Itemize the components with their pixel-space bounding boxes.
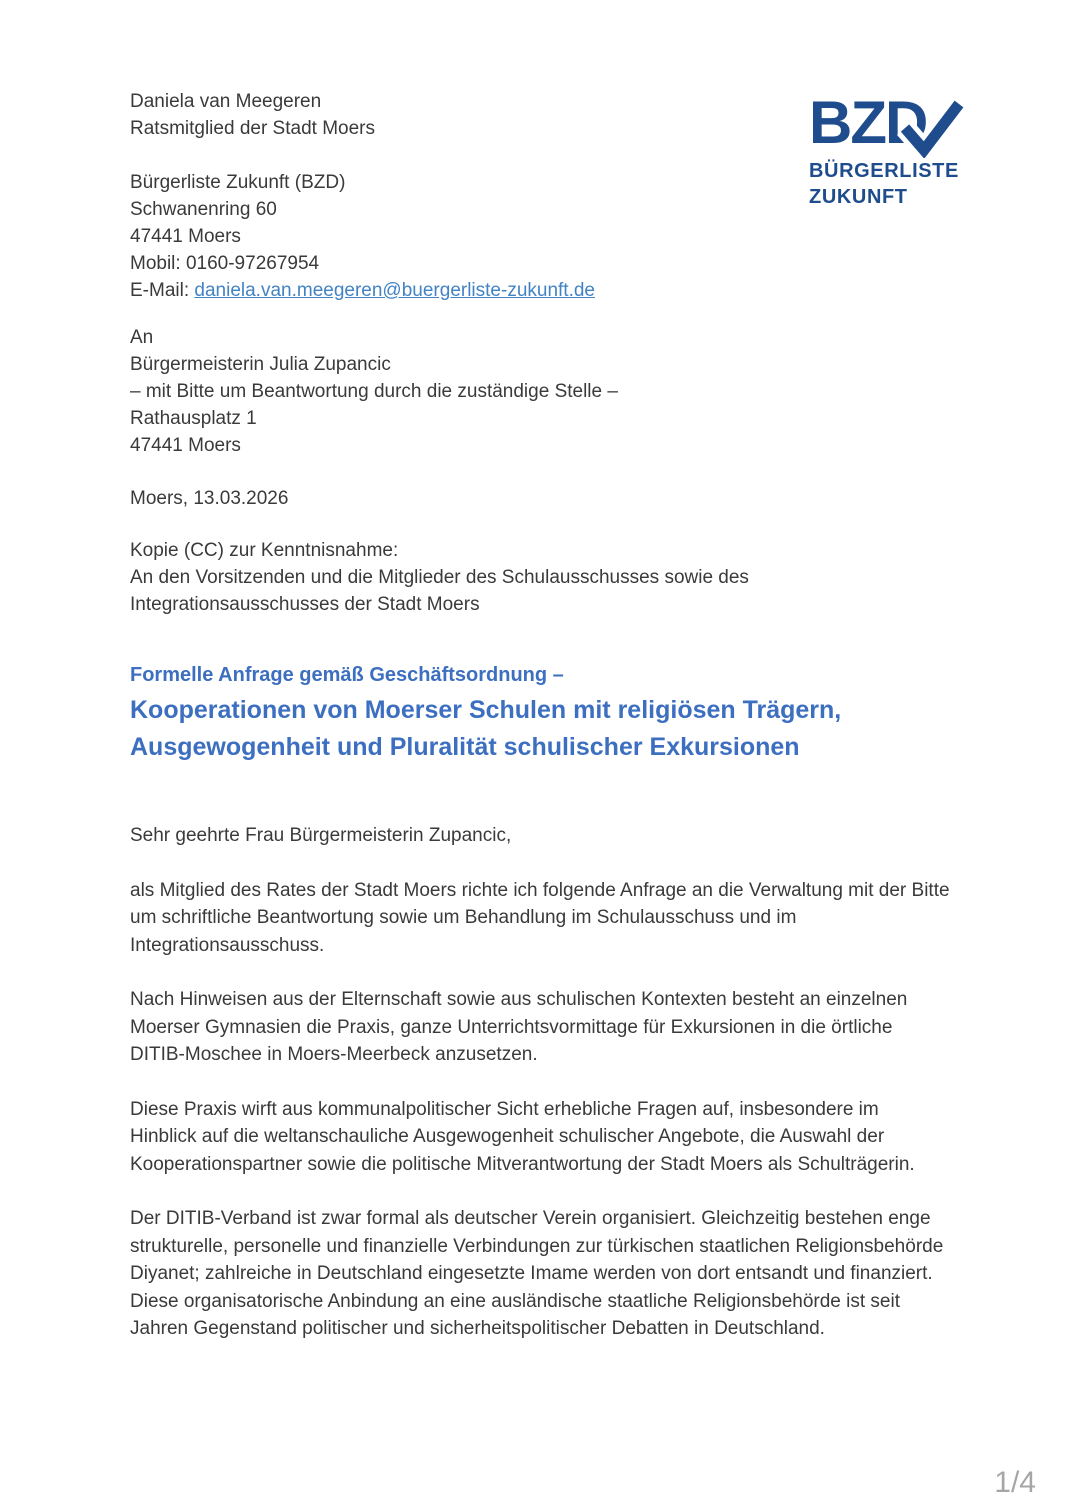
recipient-street: Rathausplatz 1 [130,408,257,429]
sender-email-line [130,277,595,304]
sender-organization: Bürgerliste Zukunft (BZD) [130,172,346,193]
bzd-logo-mark [809,89,965,158]
bzd-logo-line2: ZUKUNFT [809,186,908,208]
recipient-to-line: An [130,327,154,348]
subject-title: Kooperationen von Moerser Schulen mit religiösen Trägern, Ausgewogenheit und Pluralität schulischer Exkursionen [130,696,842,761]
sender-name: Daniela van Meegeren [130,91,322,112]
letter-header [130,88,965,304]
sender-city: 47441 Moers [130,226,241,247]
cc-text: An den Vorsitzenden und die Mitglieder des Schulausschusses sowie des Integrationsausschusses der Stadt Moers [130,567,749,615]
cc-block [130,537,950,618]
page-number: 1/4 [994,1466,1036,1499]
subject-kicker: Formelle Anfrage gemäß Geschäftsordnung – [130,664,564,686]
body-paragraph: Nach Hinweisen aus der Elternschaft sowie aus schulischen Kontexten besteht an einzelnen Moerser Gymnasien die Praxis, ganze Unterrichtsvormittage für Exkursionen in die örtliche DITIB-Moschee in Moers-Meerbeck anzusetzen. [130,989,908,1065]
checkmark-icon [897,96,967,158]
spacer [130,142,595,169]
sender-mobile: Mobil: 0160-97267954 [130,253,320,274]
body-paragraph: Diese Praxis wirft aus kommunalpolitischer Sicht erhebliche Fragen auf, insbesondere im Hinblick auf die weltanschauliche Ausgewogenheit schulischer Angebote, die Auswahl der Kooperationspartner sowie die politische Mitverantwortung der Stadt Moers als Schulträgerin. [130,1098,915,1175]
sender-street: Schwanenring 60 [130,199,277,220]
recipient-note: – mit Bitte um Beantwortung durch die zuständige Stelle – [130,381,618,402]
bzd-logo [809,89,965,210]
sender-email-label: E-Mail: [130,280,195,301]
cc-label: Kopie (CC) zur Kenntnisnahme: [130,540,399,561]
dateline: Moers, 13.03.2026 [130,488,289,509]
subject-block [130,660,950,766]
recipient-block [130,324,950,459]
sender-role: Ratsmitglied der Stadt Moers [130,118,375,139]
recipient-name: Bürgermeisterin Julia Zupancic [130,354,391,375]
body-paragraph: Der DITIB-Verband ist zwar formal als deutscher Verein organisiert. Gleichzeitig bestehen enge strukturelle, personelle und finanzielle Verbindungen zur türkischen staatlichen Religionsbehörde Diyanet; zahlreiche in Deutschland eingesetzte Imame werden von dort entsandt und finanziert. Diese organisatorische Anbindung an eine ausländische staatliche Religionsbehörde ist seit Jahren Gegenstand politischer und sicherheitspolitischer Debatten in Deutschland. [130,1208,944,1339]
bzd-logo-line1: BÜRGERLISTE [809,160,959,182]
bzd-logo-acronym: BZD [809,89,927,156]
body-paragraph: als Mitglied des Rates der Stadt Moers richte ich folgende Anfrage an die Verwaltung mit der Bitte um schriftliche Beantwortung sowie um Behandlung im Schulausschuss und im Integrationsausschuss. [130,879,950,956]
sender-block [130,88,595,304]
sender-email-link[interactable]: daniela.van.meegeren@buergerliste-zukunft.de [194,280,595,301]
recipient-city: 47441 Moers [130,435,241,456]
salutation: Sehr geehrte Frau Bürgermeisterin Zupancic, [130,825,512,846]
